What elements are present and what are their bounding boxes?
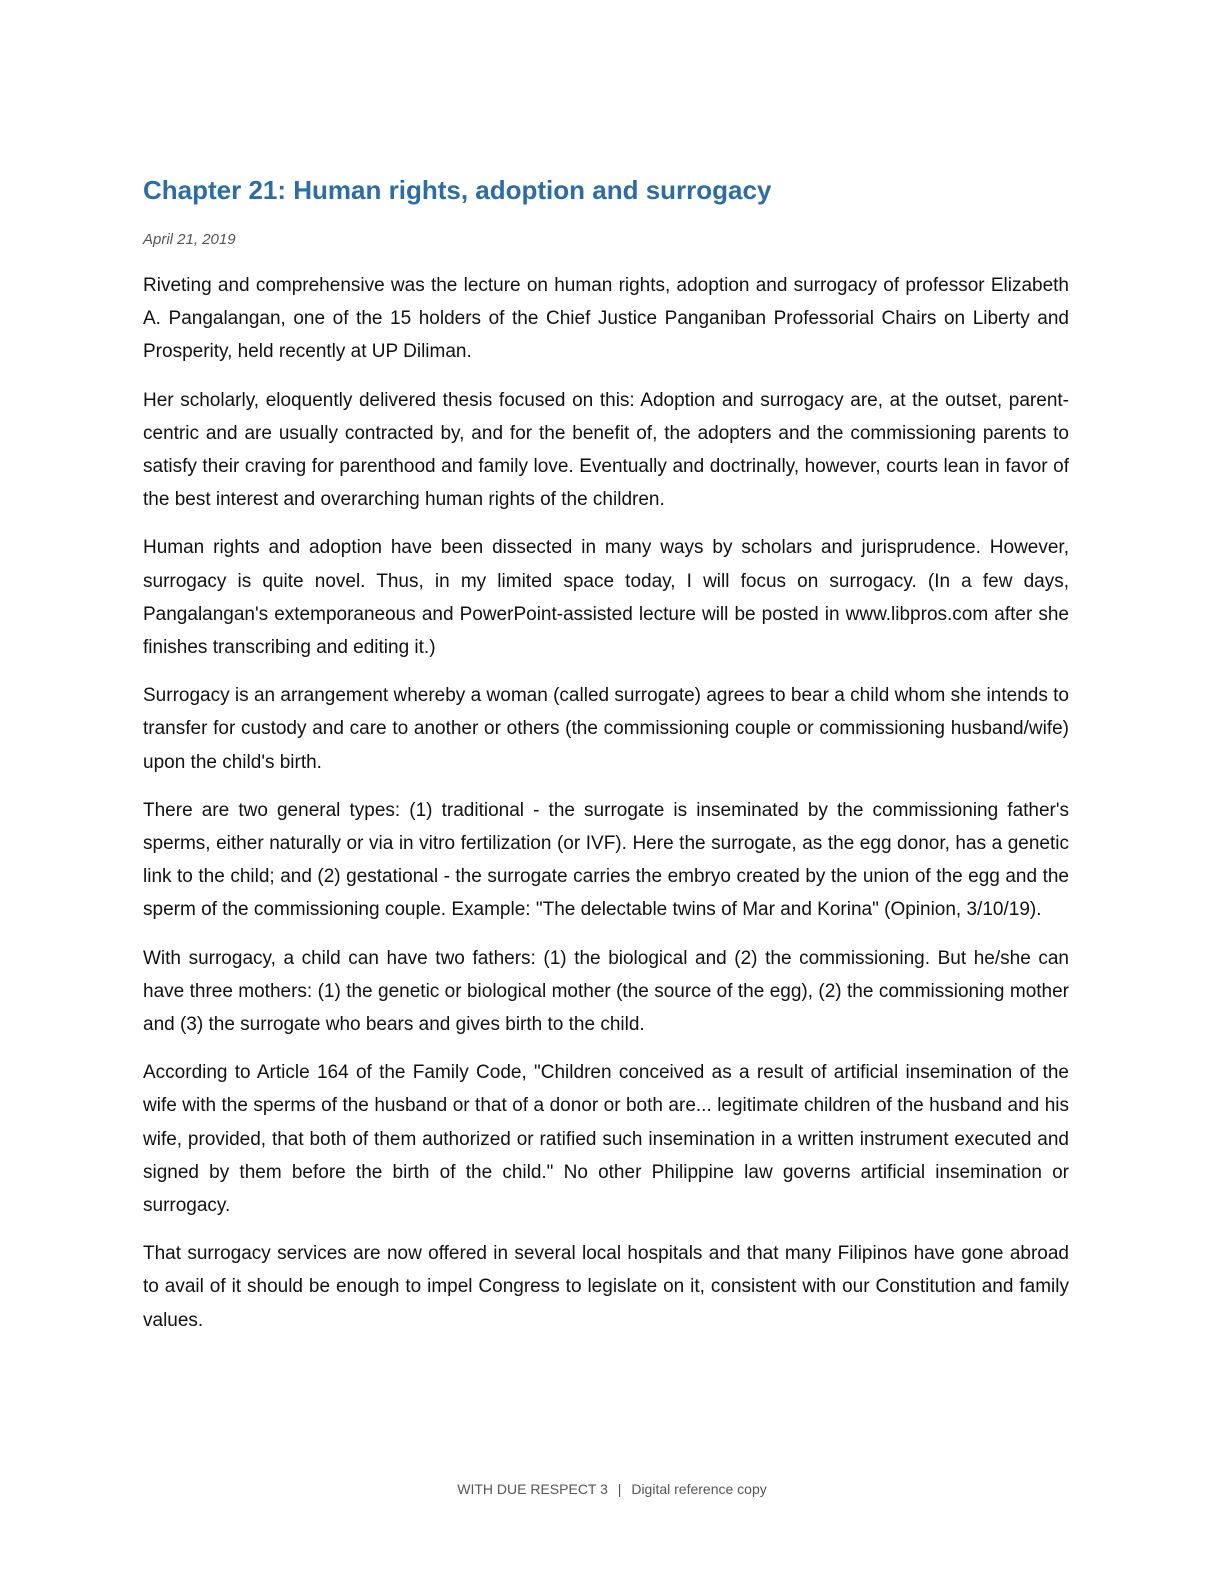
chapter-title: Chapter 21: Human rights, adoption and surrogacy [143,175,772,205]
publication-date: April 21, 2019 [143,231,236,248]
footer-note: Digital reference copy [631,1481,767,1497]
footer-separator: | [617,1481,622,1497]
paragraph: That surrogacy services are now offered in several local hospitals and that many Filipinos have gone abroad to avail of it should be enough to impel Congress to legislate on it, consistent with our Constitution and family values. [143,1243,1069,1331]
article-content [143,172,1069,1352]
paragraph: Her scholarly, eloquently delivered thesis focused on this: Adoption and surrogacy are, at the outset, parent-centric and are usually contracted by, and for the benefit of, the adopters and the commissioning parents to satisfy their craving for parenthood and family love. Eventually and doctrinally, however, courts lean in favor of the best interest and overarching human rights of the children. [143,389,1069,511]
paragraph: With surrogacy, a child can have two fathers: (1) the biological and (2) the commissioning. But he/she can have three mothers: (1) the genetic or biological mother (the source of the egg), (2) the commissioning mother and (3) the surrogate who bears and gives birth to the child. [143,947,1069,1036]
paragraph: Riveting and comprehensive was the lecture on human rights, adoption and surrogacy of professor Elizabeth A. Pangalangan, one of the 15 holders of the Chief Justice Panganiban Professorial Chairs on Liberty and Prosperity, held recently at UP Diliman. [143,275,1069,363]
article-body [143,269,1069,1337]
paragraph: Surrogacy is an arrangement whereby a woman (called surrogate) agrees to bear a child whom she intends to transfer for custody and care to another or others (the commissioning couple or commissioning husband/wife) upon the child's birth. [143,685,1069,773]
paragraph: According to Article 164 of the Family Code, "Children conceived as a result of artificial insemination of the wife with the sperms of the husband or that of a donor or both are... legitimate children of the husband and his wife, provided, that both of them authorized or ratified such insemination in a written instrument executed and signed by them before the birth of the child." No other Philippine law governs artificial insemination or surrogacy. [143,1062,1069,1217]
page-footer [0,1479,1224,1499]
footer-book-title: WITH DUE RESPECT 3 [457,1481,608,1497]
paragraph: There are two general types: (1) traditional - the surrogate is inseminated by the commissioning father's sperms, either naturally or via in vitro fertilization (or IVF). Here the surrogate, as the egg donor, has a genetic link to the child; and (2) gestational - the surrogate carries the embryo created by the union of the egg and the sperm of the commissioning couple. Example: "The delectable twins of Mar and Korina" (Opinion, 3/10/19). [143,799,1069,921]
paragraph: Human rights and adoption have been dissected in many ways by scholars and jurisprudence. However, surrogacy is quite novel. Thus, in my limited space today, I will focus on surrogacy. (In a few days, Pangalangan's extemporaneous and PowerPoint-assisted lecture will be posted in www.libpros.com after she finishes transcribing and editing it.) [143,537,1069,659]
